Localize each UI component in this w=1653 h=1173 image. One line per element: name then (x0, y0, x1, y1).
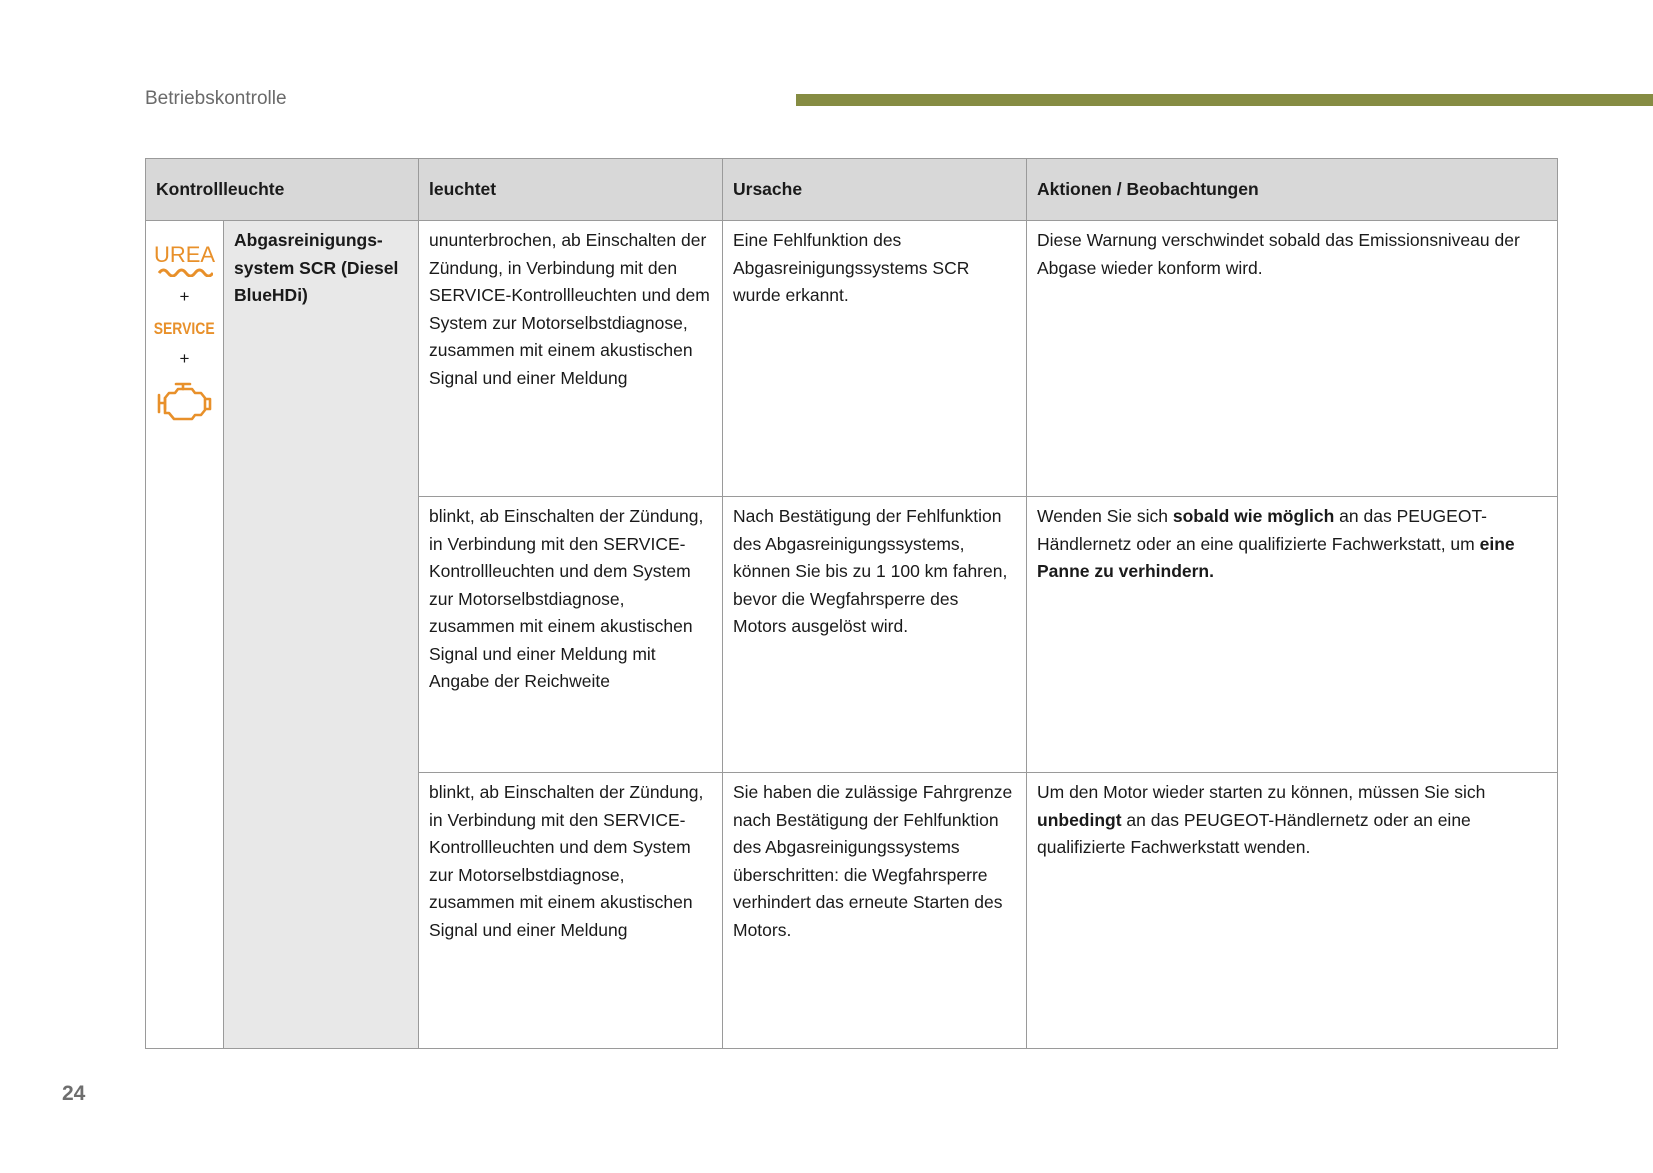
urea-icon (154, 243, 215, 277)
action-cell (1027, 773, 1558, 1049)
page-number: 24 (62, 1082, 86, 1105)
indicator-icons-cell (146, 221, 224, 1049)
action-text (1027, 221, 1557, 496)
action-cell (1027, 221, 1558, 497)
lights-text: blinkt, ab Einschalten der Zündung, in Verbindung mit den SERVICE-Kontrollleuchten und dem System zur Motorselbstdiagnose, zusammen mit einem akustischen Signal und einer Meldung mit Angabe der Reichweite (429, 506, 704, 691)
lights-cell (419, 497, 723, 773)
action-segment: Wenden Sie sich (1037, 506, 1173, 526)
header-ursache: Ursache (723, 159, 1027, 221)
indicator-name: Abgasreinigungs-system SCR (Diesel BlueHDi) (234, 230, 399, 305)
action-text (1027, 497, 1557, 772)
plus-sign: + (179, 349, 190, 368)
cause-text: Sie haben die zulässige Fahrgrenze nach Bestätigung der Fehlfunktion des Abgasreinigungssystems überschritten: die Wegfahrsperre verhindert das erneute Starten des Motors. (733, 782, 1013, 940)
lights-text: ununterbrochen, ab Einschalten der Zündung, in Verbindung mit den SERVICE-Kontrollleuchten und dem System zur Motorselbstdiagnose, zusammen mit einem akustischen Signal und einer Meldung (429, 230, 710, 388)
cause-text: Eine Fehlfunktion des Abgasreinigungssystems SCR wurde erkannt. (733, 230, 970, 305)
action-emphasis: sobald wie möglich (1172, 506, 1335, 526)
action-text (1027, 773, 1557, 1048)
service-icon: SERVICE (154, 319, 215, 338)
header-accent-bar (796, 94, 1653, 106)
action-segment: an das PEUGEOT-Händlernetz oder an eine qualifizierte Fachwerkstatt wenden. (1037, 809, 1471, 857)
table-row (146, 221, 1558, 497)
cause-text: Nach Bestätigung der Fehlfunktion des Abgasreinigungssystems, können Sie bis zu 1 100 km fahren, bevor die Wegfahrsperre des Motors ausgelöst wird. (733, 506, 1008, 636)
warning-light-table (145, 158, 1558, 1049)
action-emphasis: unbedingt (1037, 809, 1122, 830)
action-emphasis: eine Panne zu verhindern. (1037, 533, 1515, 581)
header-aktionen: Aktionen / Beobachtungen (1027, 159, 1558, 221)
header-kontrollleuchte: Kontrollleuchte (146, 159, 419, 221)
urea-label: UREA (153, 242, 216, 267)
header-leuchtet: leuchtet (419, 159, 723, 221)
cause-cell (723, 773, 1027, 1049)
table-header-row (146, 159, 1558, 221)
cause-cell (723, 497, 1027, 773)
action-segment: Um den Motor wieder starten zu können, müssen Sie sich (1037, 782, 1486, 802)
urea-wave-icon (157, 267, 213, 277)
action-segment: Diese Warnung verschwindet sobald das Emissionsniveau der Abgase wieder konform wird. (1037, 230, 1520, 278)
lights-cell (419, 773, 723, 1049)
cause-cell (723, 221, 1027, 497)
engine-check-icon (156, 381, 214, 423)
indicator-name-cell (224, 221, 419, 1049)
action-segment: an das PEUGEOT-Händlernetz oder an eine qualifizierte Fachwerkstatt, um (1037, 506, 1487, 554)
plus-sign: + (179, 287, 190, 306)
lights-text: blinkt, ab Einschalten der Zündung, in Verbindung mit den SERVICE-Kontrollleuchten und dem System zur Motorselbstdiagnose, zusammen mit einem akustischen Signal und einer Meldung (429, 782, 704, 940)
section-title: Betriebskontrolle (145, 88, 287, 109)
lights-cell (419, 221, 723, 497)
action-cell (1027, 497, 1558, 773)
